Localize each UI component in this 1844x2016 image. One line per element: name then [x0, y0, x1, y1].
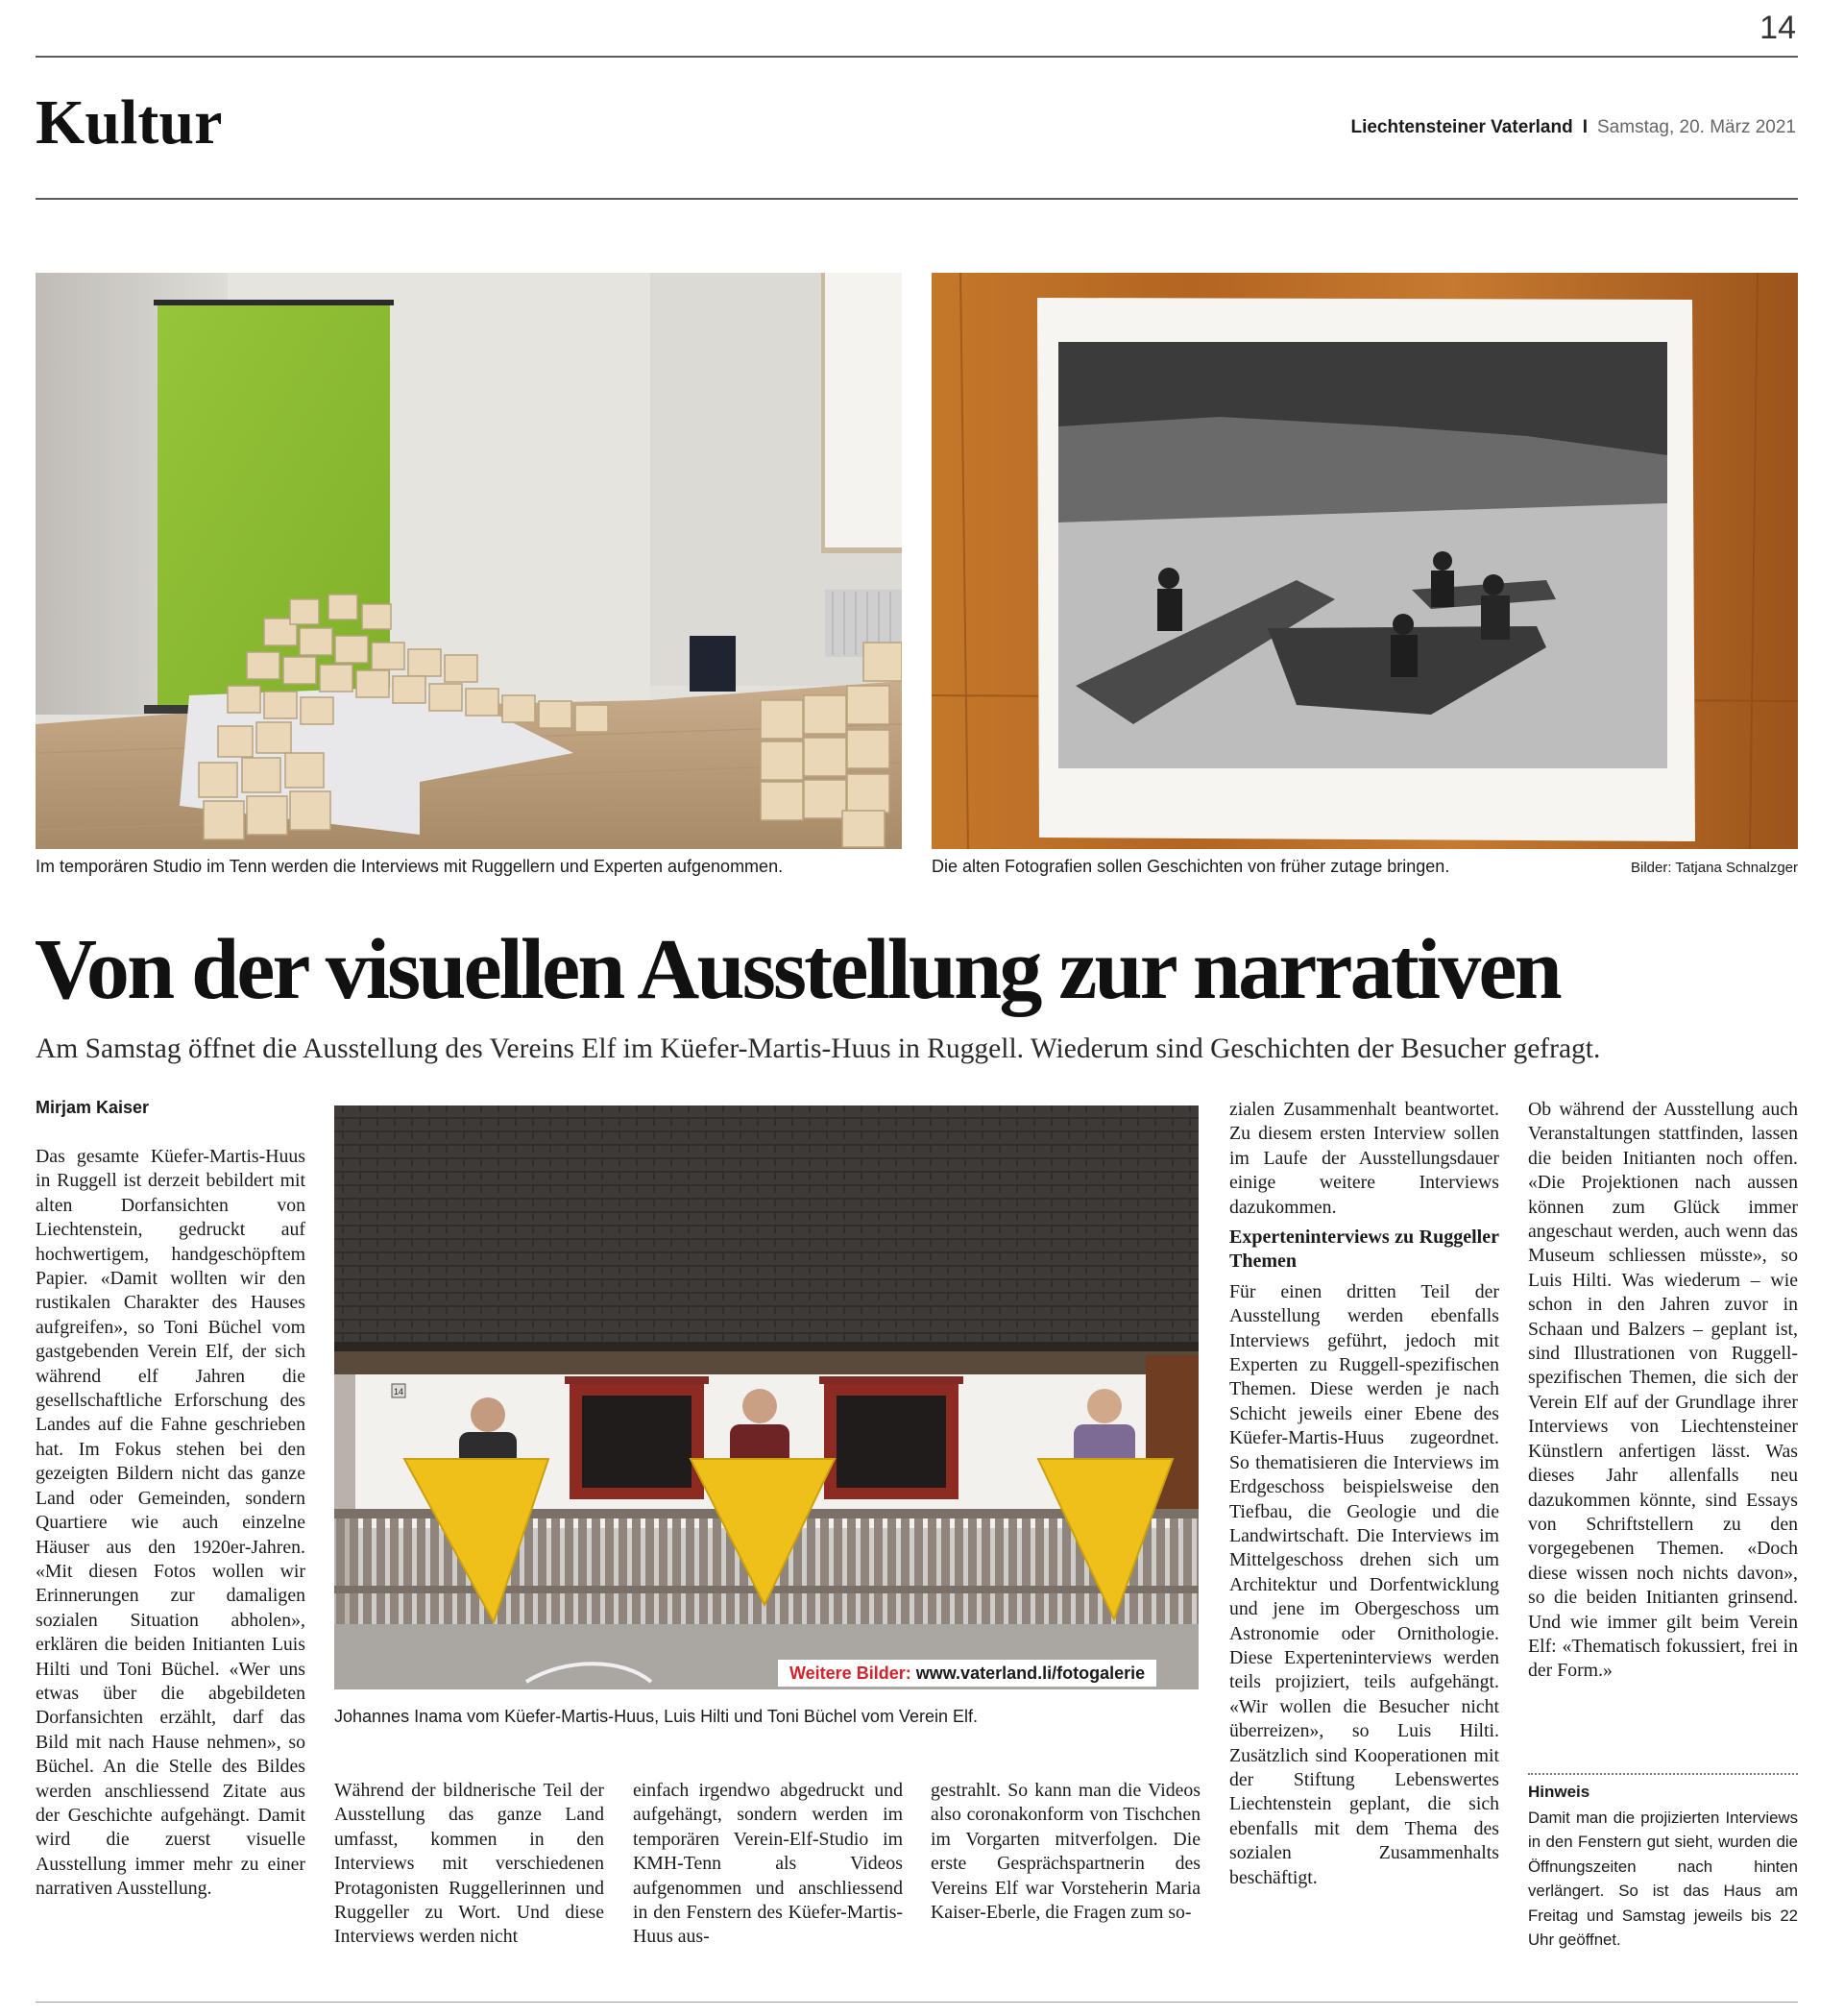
- studio-photo-caption: Im temporären Studio im Tenn werden die Interviews mit Ruggellern und Experten aufgenommen.: [36, 857, 784, 876]
- article-paragraph: einfach irgendwo abgedruckt und aufgehängt, sondern werden im temporären Verein-Elf-Studio im KMH-Tenn als Videos aufgenommen und anschliessend in den Fenstern des Küefer-Martis-Huus aus-: [633, 1780, 903, 1948]
- article-paragraph: Ob während der Ausstellung auch Veranstaltungen stattfinden, lassen die beiden Initianten noch offen. «Die Projektionen nach aussen können zum Glück immer angeschaut werden, auch wenn das Museum schliessen müsste», so Luis Hilti. Was wiederum – wie schon in den Jahren zuvor in Schaan und Balzers – geplant ist, sind Illustrationen von Ruggell-spezifischen Themen, die sich der Verein Elf auf der Grundlage ihrer Interviews von Liechtensteiner Künstlern anfertigen lässt. Was dieses Jahr allenfalls neu dazukommen könnte, sind Essays von Schriftstellern zu den vorgegebenen Themen. «Doch diese wissen noch nichts davon», so die beiden Initianten grinsend. Und wie immer gilt beim Verein Elf: «Thematisch fokussiert, frei in der Form.»: [1528, 1099, 1798, 1682]
- article-column-1: [36, 1145, 305, 1902]
- masthead-separator: I: [1582, 117, 1588, 137]
- old-photo-caption: Die alten Fotografien sollen Geschichten von früher zutage bringen.: [932, 857, 1450, 876]
- studio-photo: [36, 273, 902, 849]
- article-paragraph: gestrahlt. So kann man die Videos also coronakonform von Tischchen im Vorgarten mitverfolgen. Die erste Gesprächspartnerin des Vereins Elf war Vorsteherin Maria Kaiser-Eberle, die Fragen zum so-: [931, 1780, 1201, 1924]
- main-photo-caption: Johannes Inama vom Küefer-Martis-Huus, Luis Hilti und Toni Büchel vom Verein Elf.: [334, 1707, 978, 1726]
- article-headline: Von der visuellen Ausstellung zur narrativen: [35, 922, 1560, 1017]
- article-paragraph: Das gesamte Küefer-Martis-Huus in Ruggell ist derzeit bebildert mit alten Dorfansichten von Liechtenstein, gedruckt auf hochwertigem, handgeschöpftem Papier. «Damit wollten wir den rustikalen Charakter des Hauses aufgreifen», so Toni Büchel vom gastgebenden Verein Elf, der sich während elf Jahren die gesellschaftliche Erforschung des Landes auf die Fahne geschrieben hat. Im Fokus stehen bei den gezeigten Bildern nicht das ganze Land oder Gemeinden, sondern Quartiere wie auch einzelne Häuser aus den 1920er-Jahren. «Mit diesen Fotos wollen wir Erinnerungen zur damaligen sozialen Situation abholen», erklären die beiden Initianten Luis Hilti und Toni Büchel. «Wer uns etwas über die abgebildeten Dorfansichten erzählt, darf das Bild mit nach Hause nehmen», so Büchel. An die Stelle des Bildes werden anschliessend Zitate aus der Geschichte aufgehängt. Damit wird die zuerst visuelle Ausstellung immer mehr zu einer narrativen Ausstellung.: [36, 1146, 305, 1900]
- old-photograph-photo: [932, 273, 1798, 849]
- masthead: [1350, 117, 1796, 138]
- article-lead: Am Samstag öffnet die Ausstellung des Vereins Elf im Küefer-Martis-Huus in Ruggell. Wiederum sind Geschichten der Besucher gefragt.: [36, 1033, 1601, 1064]
- issue-date: Samstag, 20. März 2021: [1597, 117, 1796, 137]
- header-bottom-rule: [36, 198, 1798, 200]
- footer-rule: [36, 2002, 1798, 2003]
- photo-credit: Bilder: Tatjana Schnalzger: [1631, 860, 1798, 876]
- author-byline: Mirjam Kaiser: [36, 1098, 150, 1117]
- hinweis-divider: [1528, 1773, 1798, 1775]
- hinweis-text: Damit man die projizierten Interviews in den Fenstern gut sieht, wurden die Öffnungszeiten nach hinten verlängert. So ist das Haus am Freitag und Samstag jeweils bis 22 Uhr geöffnet.: [1528, 1809, 1798, 1950]
- article-column-5: [1528, 1098, 1798, 1684]
- header-top-rule: [36, 56, 1798, 58]
- gallery-link-label: Weitere Bilder:: [789, 1664, 911, 1683]
- main-photo: [334, 1105, 1199, 1689]
- article-column-3: [633, 1779, 903, 1950]
- gallery-link-url[interactable]: www.vaterland.li/fotogalerie: [915, 1664, 1146, 1683]
- article-paragraph: Während der bildnerische Teil der Ausstellung das ganze Land umfasst, kommen in den Interviews mit verschiedenen Protagonisten Ruggellerinnen und Ruggeller zu Wort. Und diese Interviews werden nicht: [334, 1780, 604, 1948]
- newspaper-name: Liechtensteiner Vaterland: [1350, 117, 1573, 137]
- article-column-4: [1229, 1098, 1499, 1890]
- article-subheading: Experteninterviews zu Ruggeller Themen: [1229, 1227, 1499, 1273]
- article-paragraph: Für einen dritten Teil der Ausstellung werden ebenfalls Interviews geführt, jedoch mit Experten zu Ruggell-spezifischen Themen. Diese werden je nach Schicht jeweils einer Ebene des Küefer-Martis-Huus zugeordnet. So thematisieren die Interviews im Erdgeschoss beispielsweise den Tiefbau, die Geologie und die Landwirtschaft. Die Interviews im Mittelgeschoss drehen sich um Architektur und Dorfentwicklung und jene im Obergeschoss um Astronomie oder Ornithologie. Diese Experteninterviews werden teils projiziert, teils aufgehängt. «Wir wollen die Besucher nicht überreizen», so Luis Hilti. Zusätzlich sind Kooperationen mit der Stiftung Lebenswertes Liechtenstein geplant, die sich ebenfalls mit dem Thema des sozialen Zusammenhalts beschäftigt.: [1229, 1280, 1499, 1888]
- house-number-sign: 14: [393, 1387, 404, 1397]
- gallery-link-badge[interactable]: [778, 1660, 1156, 1687]
- article-column-4a: [931, 1779, 1201, 1925]
- hinweis-title: Hinweis: [1528, 1783, 1590, 1801]
- article-column-2: [334, 1779, 604, 1950]
- page-number: 14: [1759, 10, 1796, 46]
- section-title: Kultur: [36, 87, 223, 158]
- article-paragraph: zialen Zusammenhalt beantwortet. Zu diesem ersten Interview sollen im Laufe der Ausstellungsdauer einige weitere Interviews dazukommen.: [1229, 1099, 1499, 1218]
